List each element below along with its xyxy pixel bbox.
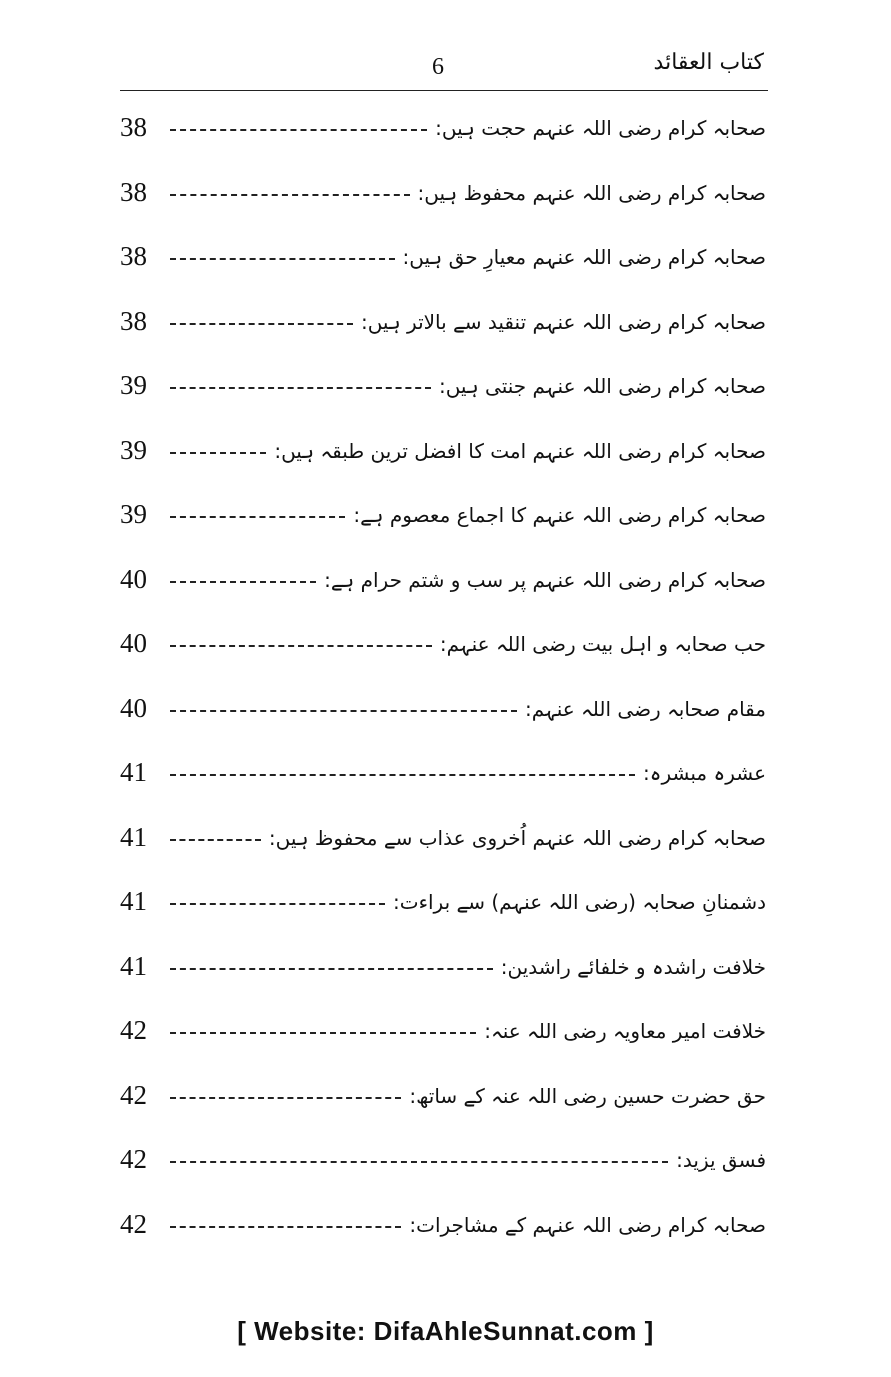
toc-entry[interactable] [120, 1130, 768, 1195]
toc-title: خلافت امیر معاویہ رضی اللہ عنہ: [484, 1019, 766, 1043]
toc-entry[interactable] [120, 292, 768, 357]
dash-leader [170, 387, 431, 389]
toc-entry[interactable] [120, 98, 768, 163]
dash-leader [170, 258, 395, 260]
toc-page-number: 41 [120, 821, 147, 852]
dash-leader [170, 452, 266, 454]
dash-leader [170, 1226, 401, 1228]
toc-title: صحابہ کرام رضی اللہ عنہم تنقید سے بالاتر ہیں: [360, 309, 766, 334]
dash-leader [170, 323, 353, 325]
toc-entry[interactable] [120, 1066, 768, 1131]
toc-entry[interactable] [120, 743, 768, 808]
toc-entry[interactable] [120, 872, 768, 937]
toc-title: صحابہ کرام رضی اللہ عنہم معیارِ حق ہیں: [402, 245, 766, 269]
toc-page-number: 38 [120, 112, 147, 142]
toc-page-number: 39 [120, 370, 147, 400]
toc-title: دشمنانِ صحابہ (رضی اللہ عنہم) سے براءت: [393, 890, 766, 914]
toc-title: صحابہ کرام رضی اللہ عنہم کے مشاجرات: [409, 1212, 766, 1237]
dash-leader [170, 1161, 668, 1163]
toc-title: حب صحابہ و اہل بیت رضی اللہ عنہم: [439, 632, 766, 656]
toc-page-number: 42 [120, 1208, 147, 1239]
dash-leader [170, 774, 635, 776]
toc-title: فسق یزید: [676, 1148, 766, 1172]
toc-title: صحابہ کرام رضی اللہ عنہم امت کا افضل ترین طبقہ ہیں: [274, 438, 766, 463]
toc-title: صحابہ کرام رضی اللہ عنہم حجت ہیں: [435, 116, 766, 140]
toc-title: صحابہ کرام رضی اللہ عنہم اُخروی عذاب سے محفوظ ہیں: [268, 825, 766, 850]
toc-entry[interactable] [120, 421, 768, 486]
dash-leader [170, 645, 432, 647]
toc-entry[interactable] [120, 550, 768, 615]
toc-title: حق حضرت حسین رضی اللہ عنہ کے ساتھ: [409, 1083, 766, 1108]
toc-entry[interactable] [120, 1195, 768, 1260]
dash-leader [170, 968, 493, 970]
toc-page-number: 41 [120, 886, 147, 916]
toc-page-number: 41 [120, 950, 147, 981]
website-footer: [ Website: DifaAhleSunnat.com ] [237, 1316, 654, 1346]
dash-leader [170, 1097, 401, 1099]
toc-page-number: 40 [120, 628, 147, 658]
dash-leader [170, 516, 345, 518]
toc-page-number: 42 [120, 1079, 147, 1110]
toc-page-number: 38 [120, 241, 147, 271]
toc-entry[interactable] [120, 485, 768, 550]
toc-entry[interactable] [120, 227, 768, 292]
dash-leader [170, 903, 385, 905]
book-title: کتاب العقائد [653, 50, 764, 75]
toc-page-number: 38 [120, 176, 147, 207]
toc-entry[interactable] [120, 614, 768, 679]
dash-leader [170, 129, 427, 131]
toc-page-number: 42 [120, 1015, 147, 1045]
toc-entry[interactable] [120, 163, 768, 228]
toc-title: صحابہ کرام رضی اللہ عنہم جنتی ہیں: [438, 374, 766, 398]
toc-entry[interactable] [120, 937, 768, 1002]
toc-page-number: 40 [120, 692, 147, 723]
dash-leader [170, 1032, 476, 1034]
toc-title: خلافت راشدہ و خلفائے راشدین: [500, 954, 766, 979]
toc-entry[interactable] [120, 1001, 768, 1066]
dash-leader [170, 194, 410, 196]
toc-title: صحابہ کرام رضی اللہ عنہم پر سب و شتم حرام ہے: [324, 567, 766, 592]
toc-page-number: 41 [120, 757, 147, 787]
toc-entry[interactable] [120, 808, 768, 873]
toc-page-number: 42 [120, 1144, 147, 1174]
toc-title: عشرہ مبشرہ: [643, 761, 766, 785]
toc-entry[interactable] [120, 679, 768, 744]
toc-title: مقام صحابہ رضی اللہ عنہم: [524, 696, 766, 721]
page-number: 6 [432, 54, 444, 80]
toc-title: صحابہ کرام رضی اللہ عنہم محفوظ ہیں: [417, 180, 766, 205]
toc-title: صحابہ کرام رضی اللہ عنہم کا اجماع معصوم ہے: [353, 503, 766, 527]
toc-page-number: 39 [120, 434, 147, 465]
table-of-contents [120, 98, 768, 1259]
page-header [120, 42, 768, 91]
toc-page-number: 38 [120, 305, 147, 336]
toc-entry[interactable] [120, 356, 768, 421]
dash-leader [170, 710, 517, 712]
toc-page-number: 40 [120, 563, 147, 594]
dash-leader [170, 839, 261, 841]
toc-page-number: 39 [120, 499, 147, 529]
dash-leader [170, 581, 316, 583]
